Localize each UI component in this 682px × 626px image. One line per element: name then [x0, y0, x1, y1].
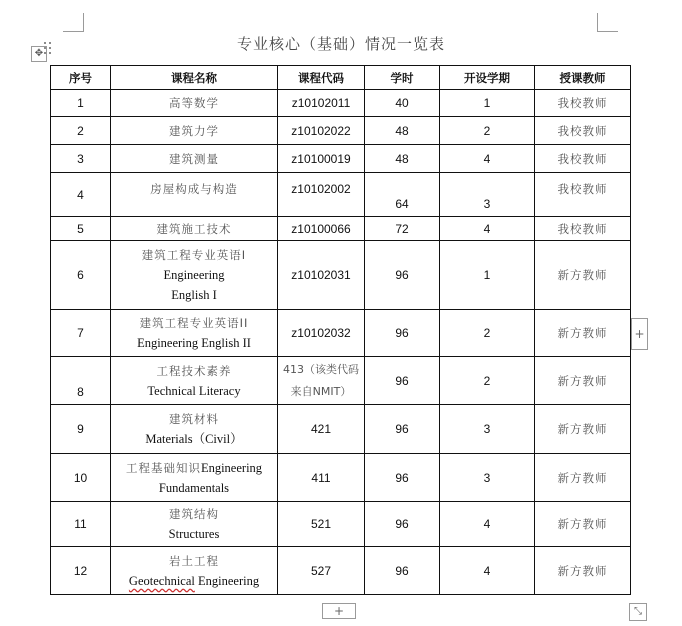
cell-no: 3 — [51, 145, 111, 173]
cell-code: 527 — [278, 547, 365, 595]
cell-teacher: 我校教师 — [535, 90, 631, 117]
cell-teacher: 新方教师 — [535, 454, 631, 502]
cell-name-cn: 建筑工程专业英语I — [141, 248, 247, 262]
cell-hours: 96 — [365, 454, 440, 502]
header-course-name: 课程名称 — [111, 66, 278, 90]
cell-no: 1 — [51, 90, 111, 117]
cell-hours: 40 — [365, 90, 440, 117]
cell-term: 2 — [440, 117, 535, 145]
header-teacher: 授课教师 — [535, 66, 631, 90]
cell-teacher: 新方教师 — [535, 310, 631, 357]
cell-hours: 96 — [365, 405, 440, 454]
cell-name-cn: 建筑力学 — [111, 117, 278, 145]
course-table — [50, 65, 631, 595]
table-row — [51, 547, 631, 595]
cell-name — [111, 310, 278, 357]
cell-name — [111, 357, 278, 405]
cell-code-line: 来自NMIT） — [290, 384, 352, 398]
cell-name-en: Engineering — [200, 460, 263, 475]
table-row — [51, 502, 631, 547]
cell-name-en-misspelled: Geotechnical — [128, 573, 195, 588]
table-row — [51, 405, 631, 454]
header-no: 序号 — [51, 66, 111, 90]
cell-code: z10102011 — [278, 90, 365, 117]
crop-mark-top-right — [597, 13, 618, 32]
table-row — [51, 173, 631, 217]
cell-teacher: 新方教师 — [535, 547, 631, 595]
cell-hours: 96 — [365, 547, 440, 595]
cell-code-line: 413（该类代码 — [283, 362, 359, 376]
cell-code: z10102032 — [278, 310, 365, 357]
cell-name — [111, 241, 278, 310]
cell-name-cn: 工程技术素养 — [156, 363, 232, 378]
cell-name-en: Engineering — [163, 268, 225, 282]
cell-term: 1 — [440, 241, 535, 310]
cell-hours: 96 — [365, 310, 440, 357]
cell-term: 4 — [440, 502, 535, 547]
header-term: 开设学期 — [440, 66, 535, 90]
cell-no: 4 — [51, 173, 111, 217]
cell-name — [111, 547, 278, 595]
document-title: 专业核心（基础）情况一览表 — [236, 35, 445, 53]
cell-name — [111, 502, 278, 547]
cell-term: 4 — [440, 145, 535, 173]
crop-mark-top-left — [63, 13, 84, 32]
add-column-button[interactable]: + — [631, 318, 648, 350]
cell-code: z10102022 — [278, 117, 365, 145]
add-row-button[interactable]: + — [322, 603, 356, 619]
cell-hours: 96 — [365, 357, 440, 405]
cell-hours: 48 — [365, 145, 440, 173]
cell-name-en: Fundamentals — [158, 480, 230, 495]
cell-hours: 96 — [365, 241, 440, 310]
table-row — [51, 117, 631, 145]
cell-code: z10100066 — [278, 217, 365, 241]
cell-term: 2 — [440, 310, 535, 357]
table-header-row — [51, 66, 631, 90]
cell-code: 421 — [278, 405, 365, 454]
header-hours: 学时 — [365, 66, 440, 90]
cell-code: z10102002 — [278, 173, 365, 217]
table-row — [51, 241, 631, 310]
cell-term: 3 — [440, 173, 535, 217]
cell-code: z10102031 — [278, 241, 365, 310]
cell-no: 10 — [51, 454, 111, 502]
cell-term: 3 — [440, 405, 535, 454]
cell-teacher: 新方教师 — [535, 502, 631, 547]
cell-name-en: Materials（Civil） — [145, 432, 243, 446]
cell-hours: 48 — [365, 117, 440, 145]
cell-code: z10100019 — [278, 145, 365, 173]
cell-name-cn: 建筑施工技术 — [111, 217, 278, 241]
cell-term: 2 — [440, 357, 535, 405]
cell-teacher: 新方教师 — [535, 357, 631, 405]
cell-teacher: 新方教师 — [535, 405, 631, 454]
cell-hours: 64 — [365, 173, 440, 217]
cell-code: 521 — [278, 502, 365, 547]
cell-name-en: English I — [171, 288, 217, 302]
table-row — [51, 90, 631, 117]
table-row — [51, 454, 631, 502]
table-row — [51, 217, 631, 241]
table-row — [51, 145, 631, 173]
cell-name-cn: 建筑测量 — [111, 145, 278, 173]
cell-name — [111, 405, 278, 454]
cell-no: 6 — [51, 241, 111, 310]
cell-name-en: Technical Literacy — [147, 383, 241, 398]
cell-code: 411 — [278, 454, 365, 502]
cell-name-cn: 工程基础知识 — [125, 460, 201, 475]
cell-hours: 96 — [365, 502, 440, 547]
cell-name-cn: 建筑材料 — [169, 412, 219, 426]
cell-no: 5 — [51, 217, 111, 241]
cell-teacher: 我校教师 — [535, 117, 631, 145]
cell-no: 8 — [51, 357, 111, 405]
cell-name-cn: 房屋构成与构造 — [111, 173, 278, 217]
cell-name-cn: 建筑结构 — [169, 507, 219, 521]
table-move-handle-icon[interactable]: ✥ — [31, 46, 47, 62]
cell-no: 12 — [51, 547, 111, 595]
cell-no: 9 — [51, 405, 111, 454]
cell-name-cn: 岩土工程 — [169, 553, 219, 568]
cell-teacher: 我校教师 — [535, 217, 631, 241]
cell-teacher: 我校教师 — [535, 145, 631, 173]
cell-code — [278, 357, 365, 405]
cell-term: 4 — [440, 217, 535, 241]
cell-no: 7 — [51, 310, 111, 357]
cell-no: 2 — [51, 117, 111, 145]
cell-name-en: Structures — [168, 527, 220, 541]
cell-term: 4 — [440, 547, 535, 595]
cell-term: 1 — [440, 90, 535, 117]
table-resize-handle-icon[interactable]: ⤡ — [629, 603, 647, 621]
cell-name-cn: 高等数学 — [111, 90, 278, 117]
cell-name-en: Engineering English II — [137, 336, 251, 350]
cell-name — [111, 454, 278, 502]
cell-teacher: 新方教师 — [535, 241, 631, 310]
cell-hours: 72 — [365, 217, 440, 241]
table-row — [51, 310, 631, 357]
cell-name-en: Engineering — [194, 573, 260, 588]
table-row — [51, 357, 631, 405]
cell-term: 3 — [440, 454, 535, 502]
cell-name-cn: 建筑工程专业英语II — [139, 316, 249, 330]
cell-no: 11 — [51, 502, 111, 547]
header-course-code: 课程代码 — [278, 66, 365, 90]
cell-teacher: 我校教师 — [535, 173, 631, 217]
